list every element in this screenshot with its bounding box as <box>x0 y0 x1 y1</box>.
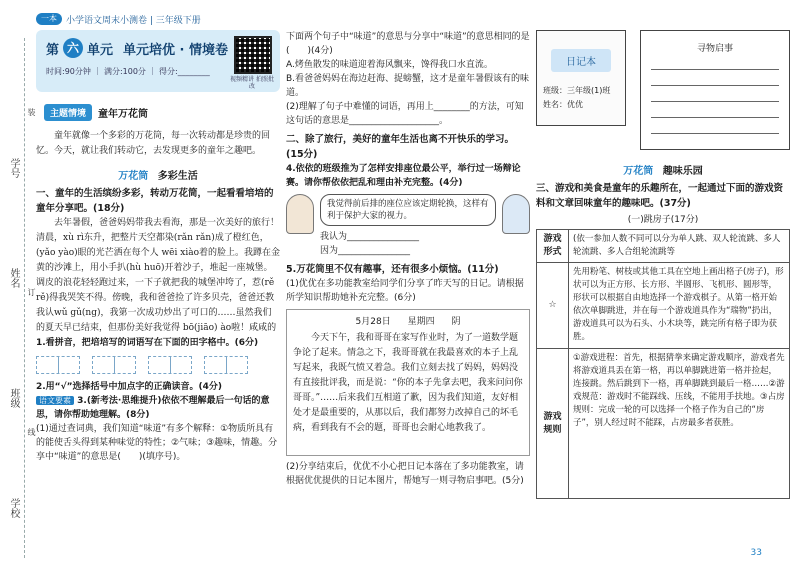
grid-cell[interactable] <box>148 356 192 374</box>
debate-content <box>320 194 496 258</box>
diary-book-illustration <box>536 30 626 126</box>
notice-line <box>651 126 779 134</box>
row-key: ☆ <box>537 263 569 349</box>
notice-line <box>651 62 779 70</box>
unit-prefix: 第 <box>46 42 60 58</box>
qr-caption: 视频精讲 拍照批改 <box>230 76 274 90</box>
question-1-2: 2.用“√”选择括号中加点字的正确读音。(4分) <box>36 382 223 392</box>
cut-line <box>24 38 25 558</box>
qr-code-icon[interactable] <box>234 36 272 74</box>
column-right <box>536 30 790 499</box>
debate-block <box>286 194 530 258</box>
notice-line <box>651 110 779 118</box>
option-a: A.烤鱼散发的味道迎着海风飘来，馋得我口水直流。 <box>286 60 493 70</box>
grid-cell[interactable] <box>92 356 136 374</box>
exam-meta: 时间:90分钟 ｜ 满分:100分 ｜ 得分:________ <box>46 67 210 76</box>
row-value: ①游戏进程：首先，根据猜拳来确定游戏顺序，游戏者先将游戏道具丢在第一格，再以单脚跳进第一格并捡起，连接跳。然后跳到下一格，再单脚跳到最后一格……②游戏规范：游戏时不能踩线、压线，不能用手扶地。③占房规则：完成一轮的可以选择一个格子作为自己的“房子”，别人经过时不能踩，占房最多者获胜。 <box>569 349 790 499</box>
character-grid-row <box>36 356 280 374</box>
margin-label-school: 学校 <box>8 498 19 518</box>
margin-label-student-id: 学号 <box>8 158 19 178</box>
question-1-3-text: 3.(新考法·思维提升)依依不理解最后一句话的意思，请你帮助她理解。(8分) <box>36 396 270 420</box>
question-5-2: (2)分享结束后，优优不小心把日记本落在了多功能教室，请根据优优提供的日记本图片，帮她写一则寻物启事吧。(5分) <box>286 462 524 486</box>
game-table <box>536 229 790 499</box>
answer-line-1[interactable]: 我认为________________ <box>320 232 420 242</box>
section2-b: 趣味乐园 <box>662 166 703 177</box>
subsection-title: (一)跳房子(17分) <box>627 215 699 225</box>
row-value: 先用粉笔、树枝或其他工具在空地上画出格子(房子)，形状可以为正方形、长方形、半圆形、飞机形、圆形等，形状可以根据自由地选择一个游戏棋子。从第一格开始依次单脚跳进，并在每一个游戏道具作为“瑞物”扔出，游戏道具可以为石头、小木块等，跳完所有格子即为获胜。 <box>569 263 790 349</box>
question-5-1: (1)优优在多功能教室给同学们分享了昨天写的日记。请根据所学知识帮助她补充完整。(6分) <box>286 279 524 303</box>
boy-avatar-icon <box>502 194 530 234</box>
row-value: (依一参加人数不同可以分为单人跳、双人轮流跳、多人轮流跳、多人合组轮流跳等 <box>569 230 790 263</box>
column-left <box>36 30 280 464</box>
cut-mark-1: 装 <box>27 108 36 116</box>
intro-paragraph: 童年就像一个多彩的万花筒，每一次转动都是珍贵的回忆。今天，就让我们转动它，去发现更多的童年之趣吧。 <box>36 131 271 156</box>
binding-margin <box>0 28 34 558</box>
book-label: 日记本 <box>551 49 611 72</box>
page-number: 33 <box>750 548 762 558</box>
book-meta: 班级：三年级(1)班 姓名：优优 <box>543 86 619 109</box>
question-5: 5.万花筒里不仅有趣事，还有很多小烦恼。(11分) <box>286 264 499 275</box>
question-1-3-2: (2)理解了句子中难懂的词语，再用上________的方法，可知这句话的意思是____________________。 <box>286 102 524 126</box>
question-tag: 语文要素 <box>36 396 74 405</box>
question-1: 一、童年的生活缤纷多彩，转动万花筒，一起看看培培的童年分享吧。(18分) <box>36 188 274 214</box>
table-row <box>537 230 790 263</box>
margin-label-class: 班级 <box>8 388 19 408</box>
diary-header <box>293 314 523 327</box>
theme-tag <box>44 104 280 121</box>
notice-line <box>651 78 779 86</box>
section-heading-2 <box>536 162 790 177</box>
question-4: 4.依依的班级推为了怎样安排座位最公平，举行过一场辩论赛。请你帮依依把乱和理由补充完整。(4分) <box>286 164 521 188</box>
table-row <box>537 263 790 349</box>
question-1-3-cont: 下面两个句子中“味道”的意思与分享中“味道”的意思相同的是( )(4分) <box>286 32 530 56</box>
table-row <box>537 349 790 499</box>
unit-suffix: 单元 <box>87 42 114 58</box>
passage: 去年暑假，爸爸妈妈带我去看海，那是一次美好的旅行！清晨，xù rì东升，把整片天空都染(rǎn rǎn)成了橙红色，(yǎo yào)眼的光芒洒在每个人 wēi xiào着的脸上。我蹲在金黄的沙滩上，用小手扒(hù huō)开着沙子，堆起一座城堡。调皮的浪花轻轻跑过来，一下子就把我的城堡冲垮了，惹(rě rě)得我哭笑不得。傍晚，我和爸爸捡了许多贝壳，爸爸还教我认wǔ gǔ(ng)，我第一次成功炒出了可口的……虽然我们的夏天早已结束，但那份美好我觉得 bō(jiāo) ào啦！咸咸的 <box>36 218 280 333</box>
question-3: 三、游戏和美食是童年的乐趣所在，一起通过下面的游戏资料和文章回味童年的趣味吧。(37分) <box>536 183 784 209</box>
header-title: 小学语文周末小测卷 | 三年级下册 <box>66 15 201 26</box>
theme-title: 童年万花筒 <box>98 109 149 120</box>
section-a: 万花筒 <box>118 171 149 182</box>
margin-label-name: 姓名 <box>8 268 19 288</box>
theme-pill: 主题情境 <box>44 104 92 121</box>
unit-header <box>36 30 280 92</box>
question-1-1: 1.看拼音，把培培写的词语写在下面的田字格中。(6分) <box>36 338 259 348</box>
speech-bubble: 我觉得前后排的座位应该定期轮换，这样有利于保护大家的视力。 <box>320 194 496 226</box>
diary-body: 今天下午，我和哥哥在家写作业时，为了一道数学题争论了起来。情急之下，我哥哥就在我最喜欢的本子上乱写起来，我既气愤又着急。我们立刻去找了妈妈，妈妈没有直接批评我，而是说：“你的本子先拿去吧，我来问问你哥哥。”……后来我们互相道了歉，因为我们知道，友好相处才是最重要的，从那以后，我们都努力改掉自己的坏毛病，看到我有不会的题，哥哥也会耐心地教我了。 <box>293 333 523 433</box>
grid-cell[interactable] <box>204 356 248 374</box>
section2-a: 万花筒 <box>623 166 654 177</box>
column-middle <box>286 30 530 488</box>
brand-badge: 一本 <box>36 13 62 25</box>
section-heading <box>36 167 280 182</box>
unit-number: 六 <box>63 38 83 58</box>
diary-date: 5月28日 <box>355 317 391 327</box>
lost-notice-box[interactable] <box>640 30 790 150</box>
girl-avatar-icon <box>286 194 314 234</box>
row-key: 游戏形式 <box>537 230 569 263</box>
page-header <box>36 10 201 28</box>
option-b: B.看爸爸妈妈在海边赶海、捉螃蟹，这才是童年暑假该有的味道。 <box>286 74 530 98</box>
grid-cell[interactable] <box>36 356 80 374</box>
unit-subtitle: 单元培优 · 情境卷 <box>123 42 229 58</box>
question-1-3 <box>36 394 280 422</box>
diary-weather: 阴 <box>451 317 461 327</box>
cut-mark-2: 订 <box>27 288 36 296</box>
notice-title: 寻物启事 <box>696 44 733 54</box>
answer-line-2[interactable]: 因为________________ <box>320 246 411 256</box>
cut-mark-3: 线 <box>27 428 36 436</box>
question-1-3-body: (1)通过查词典，我们知道“味道”有多个解释：①物质所具有的能使舌头得到某种味觉的特性；②气味；③趣味，情趣。分享中“味道”的意思是( )(填序号)。 <box>36 424 278 462</box>
row-key: 游戏规则 <box>537 349 569 499</box>
diary-box <box>286 309 530 456</box>
diary-weekday: 星期四 <box>407 317 435 327</box>
notice-line <box>651 94 779 102</box>
lost-notice-area <box>536 30 790 154</box>
question-2: 二、除了旅行，美好的童年生活也离不开快乐的学习。(15分) <box>286 134 515 160</box>
section-b: 多彩生活 <box>157 171 198 182</box>
